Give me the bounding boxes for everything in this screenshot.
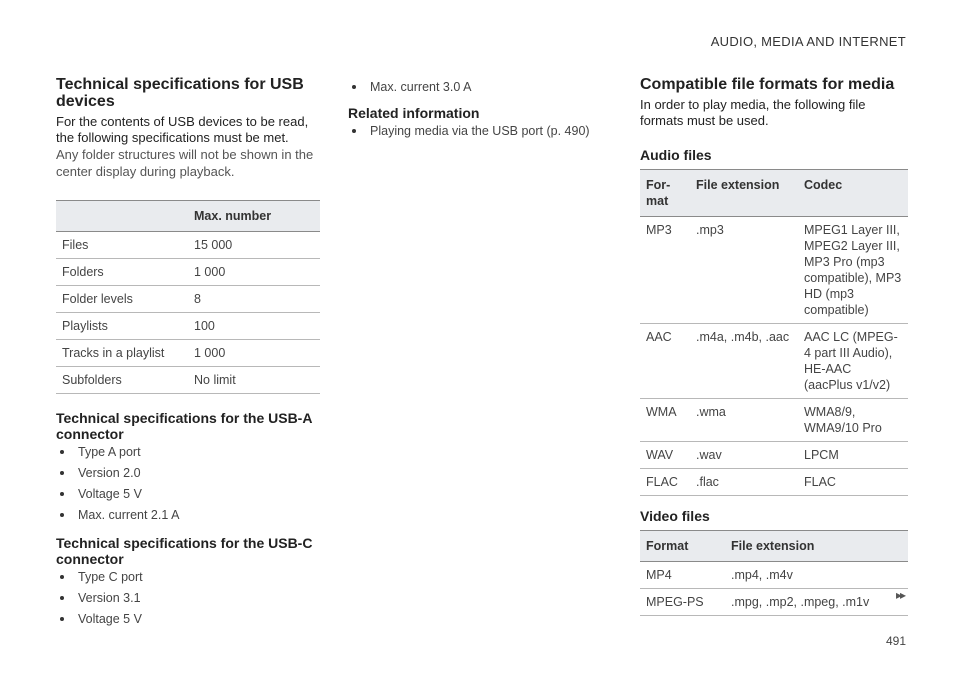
formats-lead: In order to play media, the following file formats must be used. bbox=[640, 97, 866, 128]
table-cell: Folder levels bbox=[56, 286, 188, 313]
table-cell: 1 000 bbox=[188, 340, 320, 367]
table-cell: FLAC bbox=[798, 469, 908, 496]
formats-title: Compatible file formats for media bbox=[640, 76, 895, 93]
list-item: Voltage 5 V bbox=[56, 486, 320, 502]
table-cell: .wav bbox=[690, 442, 798, 469]
table-header-cell: Max. number bbox=[188, 201, 320, 232]
table-cell: WMA bbox=[640, 399, 690, 442]
table-header-cell: Format bbox=[640, 531, 725, 562]
table-row bbox=[640, 562, 908, 589]
table-row bbox=[56, 259, 320, 286]
list-item: Type A port bbox=[56, 444, 320, 460]
table-row bbox=[56, 313, 320, 340]
table-cell: MPEG1 Layer III, MPEG2 Layer III, MP3 Pro (mp3 compatible), MP3 HD (mp3 compatible) bbox=[798, 217, 908, 324]
column-middle bbox=[348, 79, 610, 144]
table-cell: MP4 bbox=[640, 562, 725, 589]
usb-specs-lead: For the contents of USB devices to be read, the following specifications must be met. bbox=[56, 114, 309, 145]
table-row bbox=[640, 442, 908, 469]
column-left bbox=[56, 76, 320, 632]
column-right bbox=[640, 76, 908, 616]
related-info-list bbox=[348, 123, 610, 139]
usb-c-list bbox=[56, 569, 320, 627]
table-cell: .flac bbox=[690, 469, 798, 496]
table-cell: Tracks in a playlist bbox=[56, 340, 188, 367]
table-header-cell bbox=[56, 201, 188, 232]
table-row bbox=[640, 469, 908, 496]
table-cell: .mpg, .mp2, .mpeg, .m1v bbox=[725, 589, 908, 616]
list-item: Version 3.1 bbox=[56, 590, 320, 606]
table-cell: 15 000 bbox=[188, 232, 320, 259]
list-item: Max. current 2.1 A bbox=[56, 507, 320, 523]
table-cell: MP3 bbox=[640, 217, 690, 324]
related-link-usb-playback[interactable]: Playing media via the USB port (p. 490) bbox=[348, 123, 610, 139]
chapter-header: AUDIO, MEDIA AND INTERNET bbox=[710, 34, 906, 49]
table-cell: Subfolders bbox=[56, 367, 188, 394]
table-cell: AAC LC (MPEG-4 part III Audio), HE-AAC (aacPlus v1/v2) bbox=[798, 324, 908, 399]
table-cell: AAC bbox=[640, 324, 690, 399]
table-cell: 100 bbox=[188, 313, 320, 340]
usb-a-title: Technical specifications for the USB-A connector bbox=[56, 410, 312, 442]
table-row bbox=[640, 217, 908, 324]
table-row bbox=[56, 232, 320, 259]
table-cell: 8 bbox=[188, 286, 320, 313]
table-cell: WMA8/9, WMA9/10 Pro bbox=[798, 399, 908, 442]
table-cell: .mp4, .m4v bbox=[725, 562, 908, 589]
table-row bbox=[640, 324, 908, 399]
usb-limits-table bbox=[56, 200, 320, 394]
table-header-row bbox=[640, 531, 908, 562]
list-item: Max. current 3.0 A bbox=[348, 79, 610, 95]
list-item: Voltage 5 V bbox=[56, 611, 320, 627]
list-item: Type C port bbox=[56, 569, 320, 585]
list-item: Version 2.0 bbox=[56, 465, 320, 481]
table-cell: Folders bbox=[56, 259, 188, 286]
table-header-cell: File extension bbox=[690, 170, 798, 217]
table-header-row bbox=[56, 201, 320, 232]
table-cell: MPEG-PS bbox=[640, 589, 725, 616]
table-row bbox=[56, 286, 320, 313]
table-row bbox=[56, 367, 320, 394]
double-chevron-right-icon: ▸▸ bbox=[895, 588, 904, 602]
table-header-cell: File extension bbox=[725, 531, 908, 562]
table-cell: .mp3 bbox=[690, 217, 798, 324]
audio-formats-table bbox=[640, 169, 908, 496]
page-number: 491 bbox=[885, 634, 906, 648]
table-cell: WAV bbox=[640, 442, 690, 469]
video-formats-table bbox=[640, 530, 908, 616]
table-row bbox=[56, 340, 320, 367]
table-row bbox=[640, 399, 908, 442]
table-cell: 1 000 bbox=[188, 259, 320, 286]
related-info-title: Related information bbox=[348, 105, 480, 121]
usb-a-list bbox=[56, 444, 320, 523]
table-cell: Files bbox=[56, 232, 188, 259]
table-header-row bbox=[640, 170, 908, 217]
usb-specs-title: Technical specifications for USB devices bbox=[56, 76, 304, 110]
table-header-cell: For-mat bbox=[640, 170, 690, 217]
audio-files-title: Audio files bbox=[640, 147, 712, 163]
usb-specs-note: Any folder structures will not be shown in the center display during playback. bbox=[56, 147, 314, 179]
table-cell: .m4a, .m4b, .aac bbox=[690, 324, 798, 399]
table-cell: Playlists bbox=[56, 313, 188, 340]
table-cell: LPCM bbox=[798, 442, 908, 469]
table-cell: FLAC bbox=[640, 469, 690, 496]
table-header-cell: Codec bbox=[798, 170, 908, 217]
usb-c-title: Technical specifications for the USB-C connector bbox=[56, 535, 313, 567]
video-files-title: Video files bbox=[640, 508, 710, 524]
table-cell: .wma bbox=[690, 399, 798, 442]
usb-c-list-continued bbox=[348, 79, 610, 95]
table-cell: No limit bbox=[188, 367, 320, 394]
table-row bbox=[640, 589, 908, 616]
